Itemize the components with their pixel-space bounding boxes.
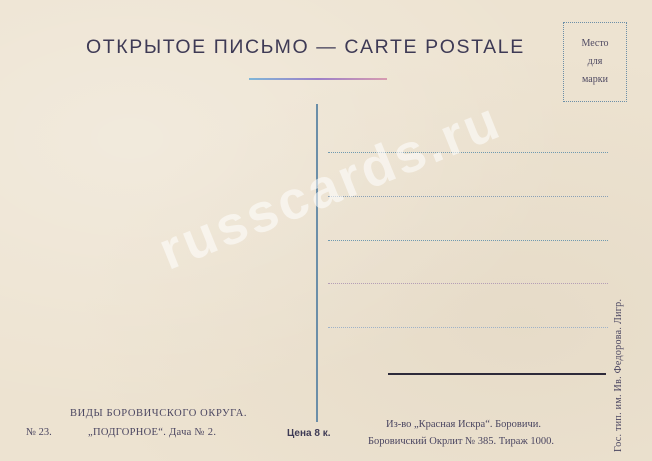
caption-number: № 23.	[26, 427, 52, 438]
address-line-4	[328, 283, 608, 284]
title-underline	[249, 78, 387, 80]
watermark: russcards.ru	[150, 89, 510, 282]
caption-series: ВИДЫ БОРОВИЧСКОГО ОКРУГА.	[70, 408, 248, 419]
publisher-line-2: Боровичский Окрлит № 385. Тираж 1000.	[368, 436, 554, 447]
stamp-box-line-1: Место	[581, 38, 609, 49]
caption-place: „ПОДГОРНОЕ“. Дача № 2.	[88, 427, 217, 438]
printer-imprint: Гос. тип. им. Ив. Федорова. Лигр.	[613, 298, 624, 452]
center-divider	[316, 104, 318, 422]
publisher-line-1: Из-во „Красная Искра“. Боровичи.	[386, 419, 542, 430]
stamp-box	[563, 22, 627, 102]
address-line-solid	[388, 373, 606, 375]
price-label: Цена 8 к.	[287, 428, 331, 439]
stamp-box-line-2: для	[587, 56, 603, 67]
postcard-title: ОТКРЫТОЕ ПИСЬМО — CARTE POSTALE	[86, 36, 525, 58]
address-line-5	[328, 327, 608, 328]
stamp-box-line-3: марки	[582, 74, 608, 85]
address-line-3	[328, 240, 608, 241]
